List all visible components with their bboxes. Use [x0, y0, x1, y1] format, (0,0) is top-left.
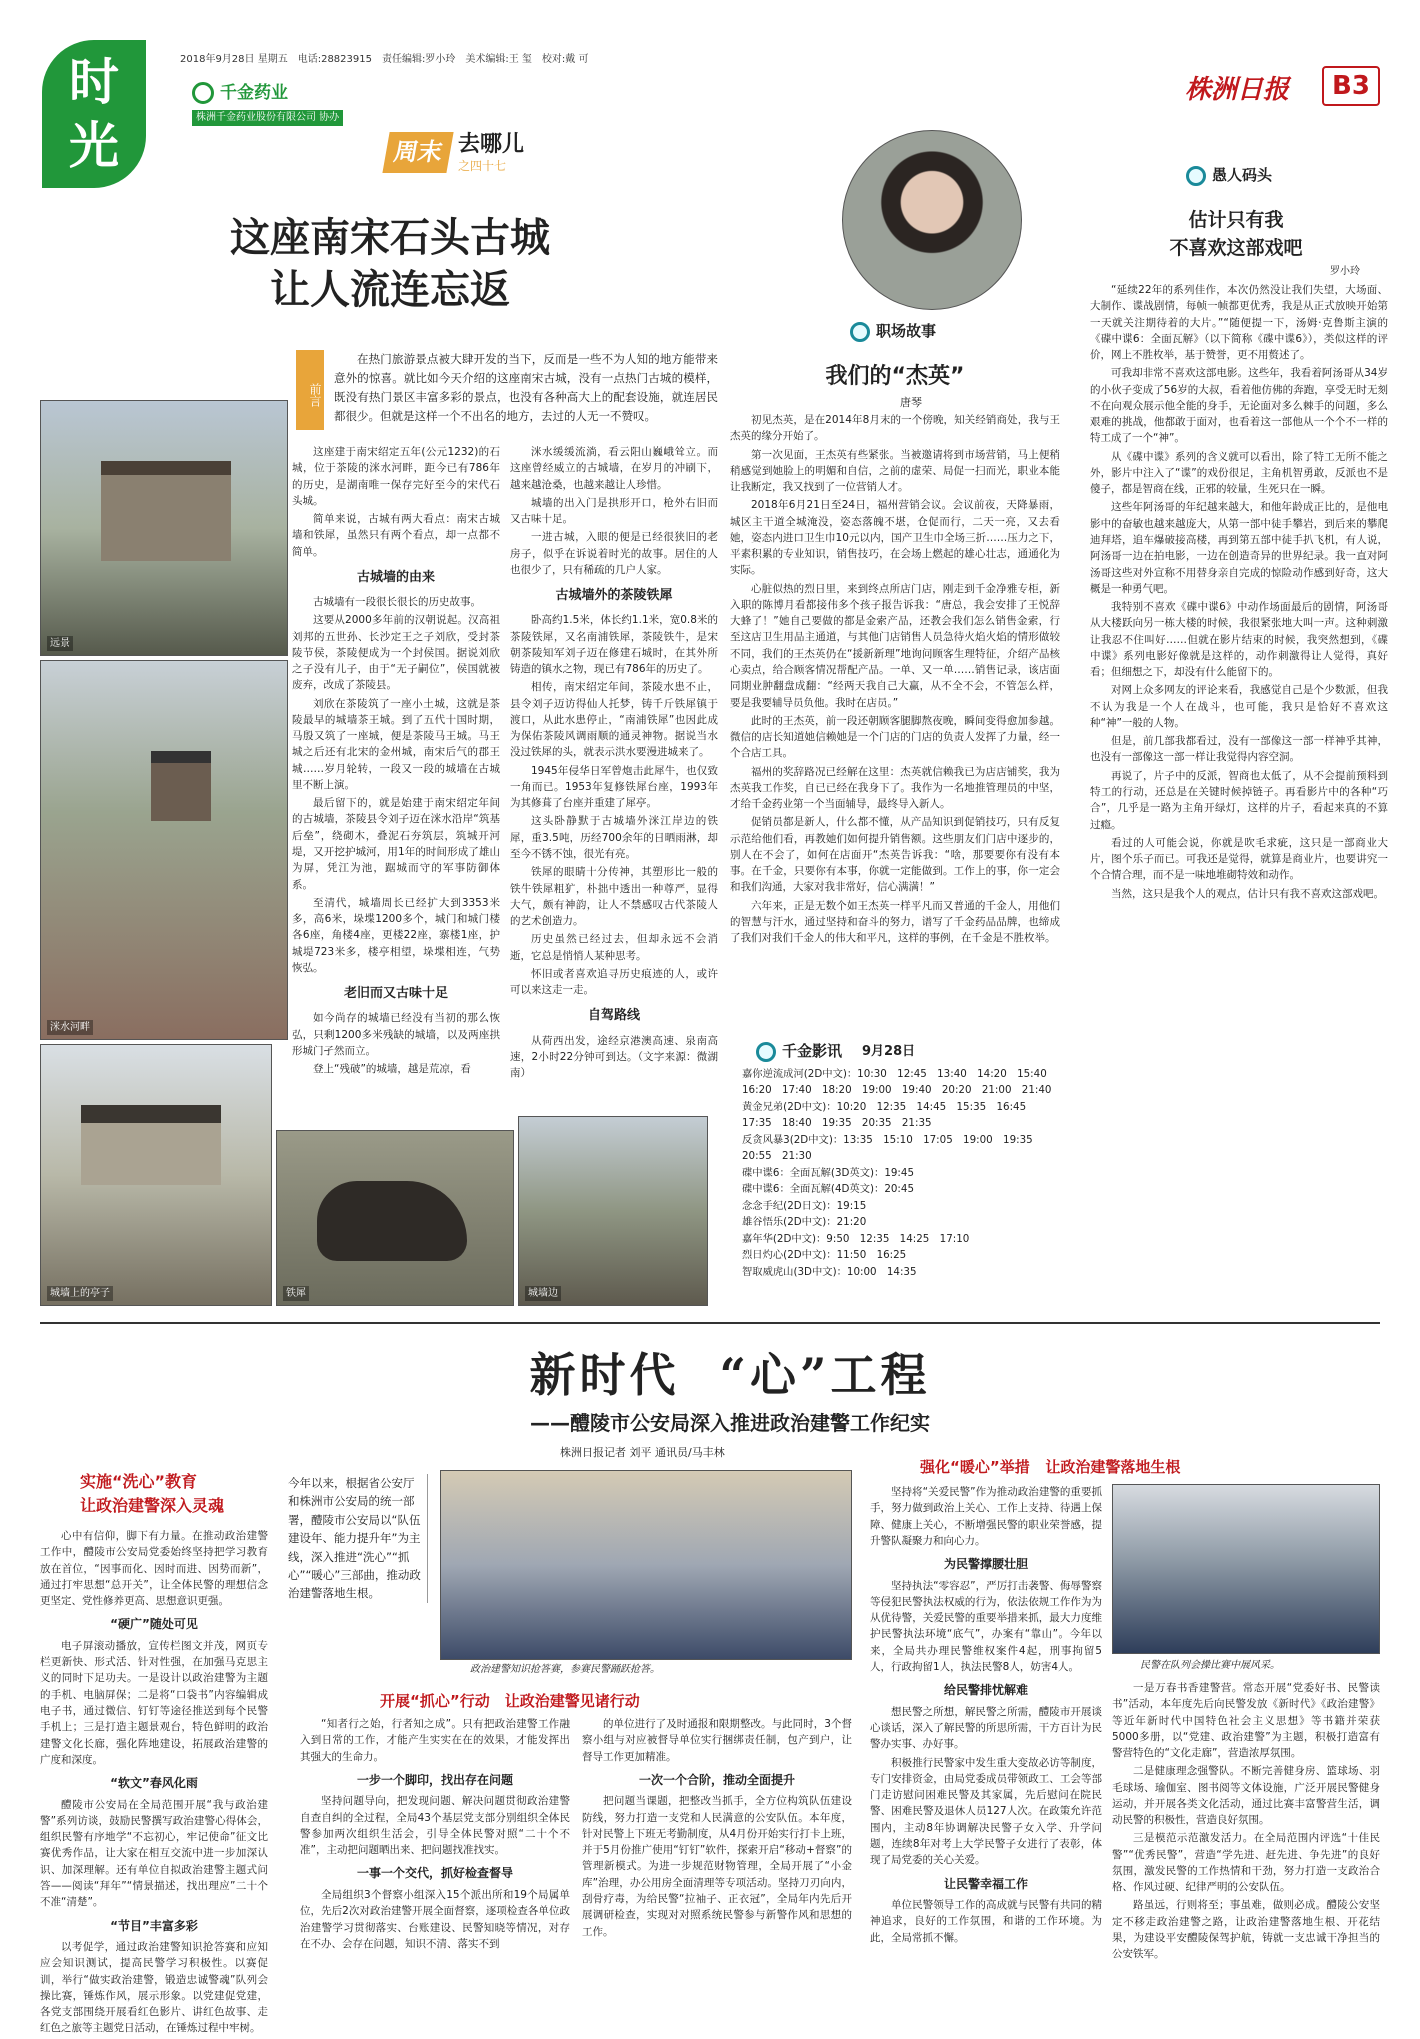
preface-text: 在热门旅游景点被大肆开发的当下，反而是一些不为人知的地方能带来意外的惊喜。就比如今天介绍的这座南宋古城，没有一点热门古城的模样，既没有热门景区丰富多彩的景点，也没有各种高大上的配套设施，就连居民都很少。但就是这样一个不出名的地方，去过的人无一不赞叹。 [334, 352, 718, 423]
work-title: 我们的“杰英” [825, 364, 965, 389]
header-meta: 2018年9月28日 星期五 电话:28823915 责任编辑:罗小玲 美术编辑:王 玺 校对:戴 可 [180, 54, 589, 65]
police-subtitle: ——醴陵市公安局深入推进政治建警工作纪实 [530, 1411, 930, 1435]
photo-quiz-caption: 政治建警知识抢答赛，参赛民警踊跃抢答。 [470, 1664, 660, 1675]
s1-title: 实施“洗心”教育 让政治建警深入灵魂 [80, 1472, 225, 1515]
photo-drill [1112, 1484, 1380, 1654]
paper-logo: 株洲日报 [1185, 75, 1290, 105]
subhead-route: 自驾路线 [587, 1008, 640, 1024]
column-ring-icon [1186, 166, 1206, 186]
author-portrait [842, 130, 1022, 310]
photo-distant-view: 远景 [40, 400, 288, 656]
work-body: 初见杰英，是在2014年8月末的一个傍晚，知关经销商处，我与王杰英的缘分开始了。 第一次见面，王杰英有些紧张。当被邀请将到市场营销，马上便稍稍感觉到她脸上的明媚和自信，之前的虚荣、局促一扫而光，职业本能让我断定，我又找到了一位营销人才。 2018年6月21日至24日，福州营销会议。会议前夜，天降暴雨，城区主干道全城淹没，姿态落魄不堪，仓促而行，二天一亮，又去看她，姿态内进口卫生巾10元以内，国产卫生巾全场三折……压力之下，平素积累的专业知识，销售技巧，在会场上燃起的雄心壮志，通通化为实际。 心脏似热的烈日里，来到终点所店门店，刚走到千金净雅专柜，新入职的陈博月看都接伟多个孩子报告诉我：“唐总，我会安排了王悦辞大蜂了！”她自己要做的都是金索产品，还教会我们怎么销售金索，行至这店卫生用品主通道，与其他门店销售人员急待火焰火焰的情形做较不同，我们的王杰英仍在“援新新理”地询问顾客生理特征，介绍产品核心卖点，给合顾客情况帮配产品。一单、又一单……销售记录，该店面同期业肿翻盘成翻：“经两天我自己大赢，从不全不会，不管怎么样，要是我要辅导员负他。我时在店员。” 此时的王杰英，前一段还朝顾客腿脚熬夜晚，瞬间变得愈加参越。微信的店长知道她信赖她是一个门店的门店的负责人发挥了力量，经一个合店工具。 福州的奖辞路况已经解在这里：杰英就信赖我已为店店铺奖，我为杰英我工作奖，自已已经在我身下了。我作为一名地推管理员的中坚，才给千金药业第一个当面辅导，最终导入新人。 促销员都是新人，什么都不懂，从产品知识到促销技巧，只有反复示范给他们看，再教她们如何提升销售额。这些朋友们门店中逐步的，别人在不会了，如何在店面开“杰英告诉我：“啥，那要要你有没有本事。在千金，只要你有本事，你就一定能做到。工作上的事，你一定会和我们沟通，大家对我非常好，信心满满！” 六年来，正是无数个如王杰英一样平凡而又普通的千金人，用他们的智慧与汗水，通过坚持和奋斗的努力，谱写了千金药品品牌，也缔成了我们对我们千金人的伟大和平凡，这样的事例，在千金是不胜枚举。 [730, 414, 1060, 945]
column-body: “延续22年的系列佳作，本次仍然没让我们失望，大场面、大制作、谍战剧情，每帧一帧都更优秀，我是从正式放映开始第一天就关注期待着的大片。”“随便提一下，汤姆·克鲁斯主演的《碟中谍6：全面瓦解》（以下简称《碟中谍6》），类似这样的评价，网上不胜枚举，基于赞誉，更不用赘述了。 可我却非常不喜欢这部电影。这些年，我看着阿汤哥从34岁的小伙子变成了56岁的大叔，看着他仿佛的奔跑，享受无时无刻不在向观众展示他全能的身手，无论面对多么棘手的问题，多么艰难的挑战，他都敢于面对，也看着这一部他从一个个不一样的特工成了一个“神”。 从《碟中谍》系列的含义就可以看出，除了特工无所不能之外，影片中注入了“谍”的戏份很足，主角机智勇敢，反派也不是傻子，都是智商在线，正邪的较量，生死只在一瞬。 这些年阿汤哥的年纪越来越大，和他年龄成正比的，是他电影中的奋敏也越来越庞大，从第一部中徒手攀岩，到后来的攀爬迪拜塔，追车爆破接高楼，再到第五部中徒手扒飞机，有人说，阿汤哥一边在拍电影，一边在创造奇异的世界纪录。我一直对阿汤哥这些对外宣称不用替身亲自完成的惊险动作感到好奇，这大概是一种勇气吧。 我特别不喜欢《碟中谍6》中动作场面最后的剧情，阿汤哥从大楼跃向另一栋大楼的时候，我很紧张地大叫一声。这种刺激让我忍不住叫好……但就在影片结束的时候，我突然想到，《碟中谍》系列电影好像就是这样的，动作刺激得让人觉得，真好看；但细想之下，却没有什么能留下的。 对网上众多网友的评论来看，我感觉自己是个少数派，但我不认为我是一个人在战斗，也可能，我只是恰好不喜欢这种“神”一般的人物。 但是，前几部我都看过，没有一部像这一部一样神乎其神，也没有一部像这一部一样让我觉得内容空洞。 再说了，片子中的反派，智商也太低了，从不会提前预料到特工的行动，还总是在关键时候掉链子。再看影片中的各种“巧合”，几乎是一路为主角开绿灯，这样的片子，看起来真的不算过瘾。 看过的人可能会说，你就是吹毛求疵，这只是一部商业大片，图个乐子而已。可我还是觉得，就算是商业片，也要讲究一个合情合理，而不是一味地堆砌特效和动作。 当然，这只是我个人的观点，估计只有我不喜欢这部戏吧。 [1090, 284, 1388, 900]
leaf-icon [192, 82, 214, 104]
main-title: 这座南宋石头古城 让人流连忘返 [230, 214, 550, 313]
photo-quiz-contest [440, 1470, 852, 1660]
subhead-wall-origin: 古城墙的由来 [356, 569, 435, 585]
s3-col-2: 一是万春书香建警营。常态开展“党委好书、民警读书”活动，本年度先后向民警发放《新时代》《政治建警》等近年新时代中国特色社会主义思想》等书籍并荣获5000多册，以“党建、政治建警”为主题，积极打造富有警营特色的“文化走廊”，营造浓厚氛围。 二是健康理念强警队。不断完善健身房、篮球场、羽毛球场、瑜伽室、图书阅等文体设施，广泛开展民警健身运动，并开展各类文化活动，通过比赛丰富警营生活，调动民警的积极性，营造良好氛围。 三是模范示范激发活力。在全局范围内评选“十佳民警”“优秀民警”，营造“学先进、赶先进、争先进”的良好氛围，激发民警的工作热情和干劲，努力打造一支政治合格、作风过硬、纪律严明的公安队伍。 路虽远，行则将至；事虽难，做则必成。醴陵公安坚定不移走政治建警之路，让政治建警落地生根、开花结果，为建设平安醴陵保驾护航，铸就一支忠诚干净担当的公安铁军。 [1112, 1682, 1380, 1961]
sponsor-sub: 株洲千金药业股份有限公司 协办 [192, 110, 343, 126]
photo-iron-rhino: 铁犀 [276, 1130, 514, 1306]
sponsor-logo: 千金药业 [192, 80, 288, 106]
section-title: 时光 [69, 52, 119, 175]
police-byline: 株洲日报记者 刘平 通讯员/马丰林 [560, 1446, 725, 1459]
s1-body: 心中有信仰，脚下有力量。在推动政治建警工作中，醴陵市公安局党委始终坚持把学习教育放在首位，“因事而化、因时而进、因势而新”，通过打牢思想“总开关”，让全体民警的理想信念更坚定、党性修养更高、思想意识更强。 “硬广”随处可见 电子屏滚动播放，宣传栏图文并茂，网页专栏更新快、形式活、针对性强，在加强马克思主义的同时下足功夫。一是设计以政治建警为主题的手机、电脑屏保；二是将“口袋书”内容编辑成电子书，通过微信、钉钉等途径推送到每个民警手机上；三是打造主题景观台，特色鲜明的政治建警文化长廊，强化阵地建设，拓展政治建警的广度和深度。 “软文”春风化雨 醴陵市公安局在全局范围开展“我与政治建警”系列访谈，鼓励民警撰写政治建警心得体会，组织民警有序地学“不忘初心，牢记使命”征文比赛优秀作品，让大家在相互交流中进一步加深认识、加深理解。还有单位自拟政治建警主题式问答——阅读“拜年”“情景描述，找出理应”二十个不准“清楚”。 “节目”丰富多彩 以考促学，通过政治建警知识抢答赛和应知应会知识测试，提高民警学习积极性。以赛促训，举行“做实政治建警，锻造忠诚警魂”队列会操比赛，锤炼作风，展示形象。以党建促党建，各党支部围绕开展看红色影片、讲红色故事、走红色之旅等主题党日活动，在锤炼过程中牢树。 [40, 1530, 268, 2035]
s2-col-2: 的单位进行了及时通报和限期整改。与此同时，3个督察小组与对应被督导单位实行捆绑责任制，包产到户，让督导工作更加精准。 一次一个合阶，推动全面提升 把问题当课题，把整改当抓手，全方位构筑队伍建设防线，努力打造一支党和人民满意的公安队伍。本年度，针对民警上下班无考勤制度，从4月份开始实行打卡上班，并于5月份推广使用“钉钉”软件，探索开启“移动+督察”的管理新模式。为进一步规范财物管理，全局开展了“小金库”治理，办公用房全面清理等专项活动。坚持刀刃向内，刮骨疗毒，为给民警“拉袖子、正衣冠”，全局年内先后开展调研检查，实现对对照系统民警参与新警作风和思想的工作。 [582, 1718, 852, 1938]
section-ring-icon [850, 322, 870, 342]
photo-pavilion: 城墙上的亭子 [40, 1044, 272, 1306]
film-ring-icon [756, 1042, 776, 1062]
police-title: 新时代 “心”工程 [529, 1348, 931, 1402]
photo-wall-side: 城墙边 [518, 1116, 708, 1306]
column-section-head: 愚人码头 [1186, 164, 1272, 187]
films-head: 千金影讯 9月28日 [756, 1040, 915, 1063]
page-number: B3 [1322, 66, 1380, 106]
s3-col-1: 坚持将“关爱民警”作为推动政治建警的重要抓手，努力做到政治上关心、工作上支持、待遇上保障、健康上关心，不断增强民警的职业荣誉感，提升警队凝聚力和向心力。 为民警撑腰壮胆 坚持执法“零容忍”，严厉打击袭警、侮辱警察等侵犯民警执法权威的行为，依法依规工作作为为从优待警，关爱民警的重要举措来抓，最大力度维护民警执法环境“底气”，办案有“靠山”。今年以来，全局共办理民警维权案件4起，刑事拘留5人，行政拘留1人，执法民警8人，妨害4人。 给民警排忧解难 想民警之所想，解民警之所需，醴陵市开展谈心谈话，深入了解民警的所思所需，干方百计为民警办实事、办好事。 积极推行民警家中发生重大变故必访等制度，专门安排资金，由局党委成员带领政工、工会等部门走访慰问困难民警及其家属，先后慰问在院民警、困难民警及退休人员127人次。在政策允许范围内，主动8年协调解决民警子女入学、升学问题，连续8年对考上大学民警子女进行了表彰，体现了局党委的关心关爱。 让民警幸福工作 单位民警领导工作的高成就与民警有共同的精神追求，良好的工作氛围，和谐的工作环境。为此，全局常抓不懈。 [870, 1486, 1102, 1944]
column-author: 罗小玲 [1330, 266, 1360, 277]
photo-drill-caption: 民警在队列会操比赛中展风采。 [1140, 1660, 1280, 1671]
s2-title: 开展“抓心”行动 让政治建警见诸行动 [380, 1692, 640, 1710]
work-section-head: 职场故事 [850, 320, 936, 343]
weekend-badge: 周末 去哪儿 之四十七 [386, 132, 524, 173]
article-col-1: 这座建于南宋绍定五年(公元1232)的石城，位于茶陵的洣水河畔，距今已有786年的历史，是湖南唯一保存完好至今的宋代石头城。 简单来说，古城有两大看点：南宋古城墙和铁犀，虽然只有两个看点，却一点都不简单。 古城墙的由来 古城墙有一段很长很长的历史故事。 这要从2000多年前的汉朝说起。汉高祖刘邦的五世孙、长沙定王之子刘欣，受封茶陵节侯，茶陵便成为一个封侯国。据说刘欣之子没有儿子，由于“无子嗣位”，侯国就被废弃，改成了茶陵县。 刘欣在茶陵筑了一座小土城，这就是茶陵最早的城墙茶王城。到了五代十国时期，马殷又筑了一座城，便是茶陵马王城。马王城之后还有北宋的金州城，南宋后气的郡王城……岁月轮转，一段又一段的城墙在古城里不断上演。 最后留下的，就是始建于南宋绍定年间的古城墙，茶陵县令刘子迈在洣水沿岸“筑基后垒”，绕砌木，叠泥石夯筑层，筑城开河堤，又开挖护城河，用1年的时间形成了雄山为屏，凭江为池，踞城而守的军事防御体系。 至清代，城墙周长已经扩大到3353米多，高6米，垛堞1200多个，城门和城门楼各6座，角楼4座，更楼22座，寨楼1座，护城堤723米多，楼亭相望，垛堞相连，气势恢弘。 老旧而又古味十足 如今尚存的城墙已经没有当初的那么恢弘，只剩1200多米残缺的城墙，以及两座拱形城门孑然而立。 登上“残破”的城墙，越是荒凉，看 [292, 446, 500, 1076]
photo-riverside: 洣水河畔 [40, 660, 288, 1040]
intro-box: 今年以来，根据省公安厅和株洲市公安局的统一部署，醴陵市公安局以“队伍建设年、能力提升年”为主线，深入推进“洗心”“抓心”“暖心”三部曲，推动政治建警落地生根。 [288, 1474, 428, 1603]
section-badge [42, 40, 146, 188]
s2-col-1: “知者行之始，行者知之成”。只有把政治建警工作融入到日常的工作，才能产生实实在在的效果，才能发挥出其强大的生命力。 一步一个脚印，找出存在问题 坚持问题导向，把发现问题、解决问题贯彻政治建警自查自纠的全过程，全局43个基层党支部分别组织全体民警参加两次组织生活会，引导全体民警对照“二十个不准”，主动把问题晒出来、把问题找准找实。 一事一个交代，抓好检查督导 全局组织3个督察小组深入15个派出所和19个局属单位，先后2次对政治建警开展全面督察，逐项检查各单位政治建警学习贯彻落实、台账建设、民警知晓等情况，对存在不办、会存在问题，知识不清、落实不到 [300, 1718, 570, 1950]
subhead-iron-rhino: 古城墙外的茶陵铁犀 [555, 588, 673, 604]
column-title: 估计只有我 不喜欢这部戏吧 [1169, 209, 1303, 259]
s3-title: 强化“暖心”举措 让政治建警落地生根 [920, 1458, 1181, 1476]
films-list: 嘉你逆流成河(2D中文)：10:30 12:45 13:40 14:20 15:40 16:20 17:40 18:20 19:00 19:40 20:20 21:00 21:40 黄金兄弟(2D中文)：10:20 12:35 14:45 15:35 16:45 17:35 18:40 19:35 20:35 21:35 反贪风暴3(2D中文)：13:35 15:10 17:05 19:00 19:35 20:55 21:30 碟中谍6：全面瓦解(3D英文)：19:45 碟中谍6：全面瓦解(4D英文)：20:45 念念手纪(2D日文)：19:15 雄谷悟乐(2D中文)：21:20 嘉年华(2D中文)：9:50 12:35 14:25 17:10 烈日灼心(2D中文)：11:50 16:25 智取威虎山(3D中文)：10:00 14:35 [742, 1068, 1058, 1278]
article-col-2: 洣水缓缓流淌，看云阳山巍峨耸立。而这座曾经威立的古城墙，在岁月的冲刷下，越来越沧桑，也越来越让人珍惜。 城墙的出入门是拱形开口，枪外右旧而又古味十足。 一进古城，入眼的便是已经很狭旧的老房子，似乎在诉说着时光的故事。居住的人也很少了，只有稀疏的几户人家。 古城墙外的茶陵铁犀 卧高约1.5米，体长约1.1米，宽0.8米的茶陵铁犀，又名南浦铁犀，茶陵铁牛，是宋朝茶陵知军刘子迈在修建石城时，在其外所铸造的镇水之物，现已有786年的历史了。 相传，南宋绍定年间，茶陵水患不止，县令刘子迈访得仙人托梦，铸千斤铁犀镇于渡口，从此水患停止，“南浦铁犀”也因此成为保佑茶陵风调雨顺的通灵神物。据说当水没过铁犀的头，就表示洪水要漫进城来了。 1945年侵华日军曾炮击此犀牛，也仅致一角而已。1953年复修铁犀台座，1993年为其修葺了台座并重建了犀亭。 这头卧静默于古城墙外洣江岸边的铁犀，重3.5吨，历经700余年的日晒雨淋，却至今不锈不蚀，很光有亮。 铁犀的眼睛十分传神，其塑形比一般的铁牛铁犀粗犷，朴拙中透出一种尊严，显得大气，颇有神韵，让人不禁感叹古代茶陵人的艺术创造力。 历史虽然已经过去，但却永远不会消逝，它总是悄悄人某种思考。 怀旧或者喜欢追寻历史痕迹的人，或许可以来这走一走。 自驾路线 从荷西出发，途经京港澳高速、泉南高速，2小时22分钟可到达。（文字来源：微湖南） [510, 446, 718, 1080]
work-author: 唐琴 [900, 396, 922, 409]
subhead-old: 老旧而又古味十足 [343, 986, 448, 1002]
preface-tag: 前言 [296, 350, 324, 430]
section-divider [40, 1322, 1380, 1324]
